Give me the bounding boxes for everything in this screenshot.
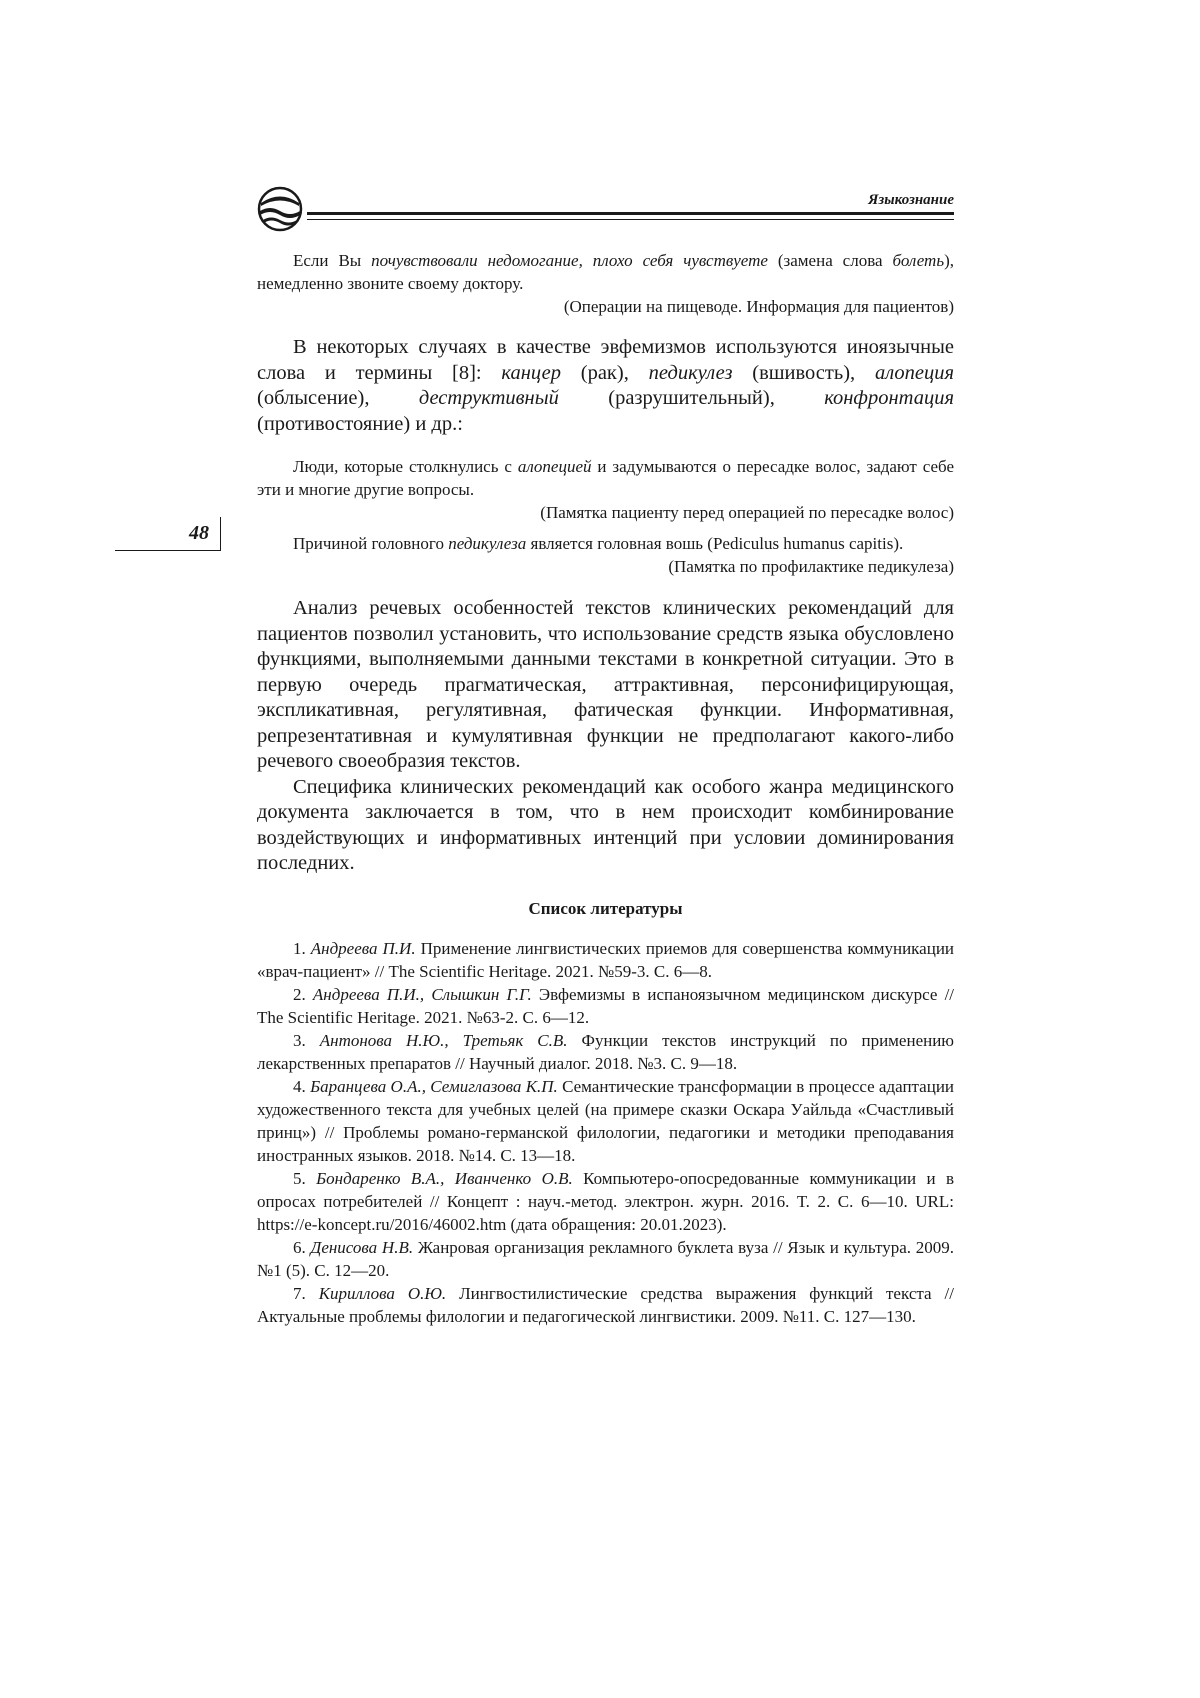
paragraph-3: Специфика клинических рекомендаций как особого жанра медицинского документа заключается в том, что в нем происходит комбинирование воздействующих и информативных интенций при условии доминирования последних. [257, 775, 954, 874]
header-rule-thin [307, 219, 954, 220]
reference-item: 1. Андреева П.И. Применение лингвистических приемов для совершенства коммуникации «врач-пациент» // The Scientific Heritage. 2021. №59-3. С. 6—8. [257, 938, 955, 981]
paragraph-2: Анализ речевых особенностей текстов клинических рекомендаций для пациентов позволил установить, что использование средств языка обусловлено функциями, выполняемыми данными текстами в конкретной ситуации. Это в первую очередь прагматическая, аттрактивная, персонифицирующая, экспликативная, регулятивная, фатическая функции. Информативная, репрезентативная и кумулятивная функции не предполагают какого-либо речевого своеобразия текстов. [257, 597, 954, 772]
quote-1-source: (Операции на пищеводе. Информация для пациентов) [563, 297, 954, 316]
reference-item: 3. Антонова Н.Ю., Третьяк С.В. Функции текстов инструкций по применению лекарственных препаратов // Научный диалог. 2018. №3. С. 9—18. [257, 1030, 955, 1073]
reference-item: 5. Бондаренко В.А., Иванченко О.В. Компьютеро-опосредованные коммуникации и в опросах потребителей // Концепт : науч.-метод. электрон. журн. 2016. Т. 2. С. 6—10. URL: https://e-koncept.ru/2016/46002.htm (дата обращения: 20.01.2023). [257, 1168, 954, 1234]
section-title: Языкознание [868, 192, 954, 208]
quote-2: Люди, которые столкнулись с алопецией и задумываются о пересадке волос, задают себе эти и многие другие вопросы. [257, 457, 954, 499]
quote-2-source: (Памятка пациенту перед операцией по пересадке волос) [540, 503, 954, 522]
reference-item: 4. Баранцева О.А., Семиглазова К.П. Семантические трансформации в процессе адаптации художественного текста для учебных целей (на примере сказки Оскара Уайльда «Счастливый принц») // Проблемы романо-германской филологии, педагогики и методики преподавания иностранных языков. 2018. №14. С. 13—18. [257, 1076, 955, 1165]
article-body [257, 249, 954, 1328]
references-title: Список литературы [528, 898, 683, 918]
quote-3-source: (Памятка по профилактике педикулеза) [668, 557, 954, 576]
references-list [257, 937, 954, 1328]
reference-item: 7. Кириллова О.Ю. Лингвостилистические средства выражения функций текста // Актуальные проблемы филологии и педагогической лингвистики. 2009. №11. С. 127—130. [257, 1283, 954, 1326]
reference-item: 2. Андреева П.И., Слышкин Г.Г. Эвфемизмы в испаноязычном медицинском дискурсе // The Scientific Heritage. 2021. №63-2. С. 6—12. [257, 984, 955, 1027]
quote-1: Если Вы почувствовали недомогание, плохо себя чувствуете (замена слова болеть), немедленно звоните своему доктору. [257, 251, 954, 293]
header-rule-thick [307, 212, 954, 215]
page-number-box [115, 517, 221, 551]
running-header [257, 186, 954, 234]
quote-3: Причиной головного педикулеза является головная вошь (Pediculus humanus capitis). [293, 534, 904, 553]
journal-logo-icon [257, 186, 303, 232]
paragraph-1: В некоторых случаях в качестве эвфемизмов используются иноязычные слова и термины [8]: канцер (рак), педикулез (вшивость), алопеция (облысение), деструктивный (разрушительный), конфронтация (противостояние) и др.: [257, 336, 955, 435]
reference-item: 6. Денисова Н.В. Жанровая организация рекламного буклета вуза // Язык и культура. 2009. №1 (5). С. 12—20. [257, 1237, 954, 1280]
page-number: 48 [189, 522, 209, 544]
